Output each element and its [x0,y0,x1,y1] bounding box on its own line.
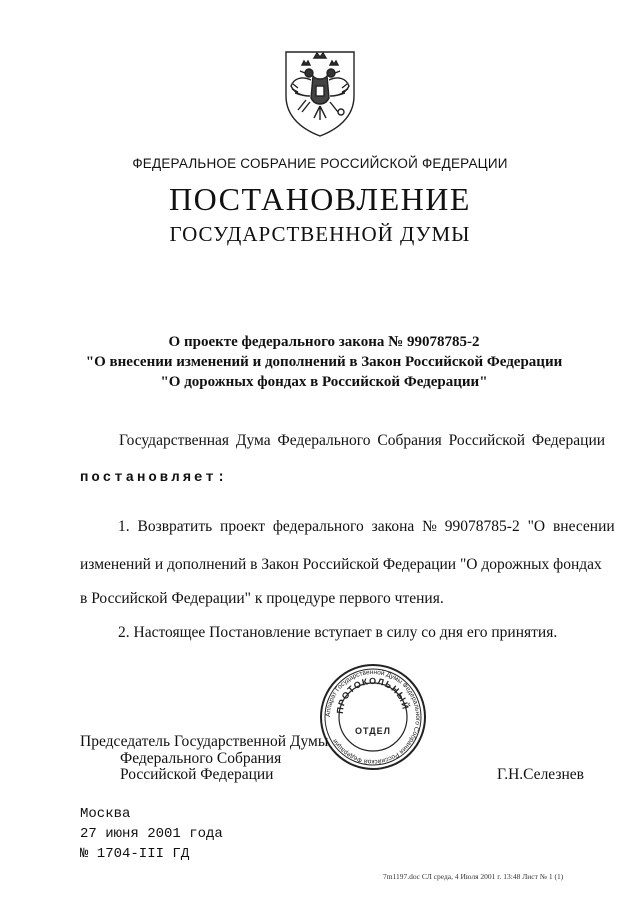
issue-date: 27 июня 2001 года [80,826,223,842]
protocol-department-stamp [318,662,428,772]
coat-of-arms-emblem [280,46,360,138]
signatory-title-line: Председатель Государственной Думы [80,733,329,750]
item-2-paragraph: 2. Настоящее Постановление вступает в силу со дня его принятия. [118,624,558,641]
decides-word: постановляет: [80,470,229,486]
file-print-stamp: 7m1197.doc СЛ среда, 4 Июля 2001 г. 13:48 Лист № 1 (1) [383,872,564,881]
document-number: № 1704-III ГД [80,846,190,862]
resolution-subject [60,332,588,392]
issue-city: Москва [80,806,131,822]
stamp-outer-text: Аппарат Государственной Думы Федерального Собрания Российской Федерации [324,668,422,766]
stamp-inner-text: ПРОТОКОЛЬНЫЙ [334,675,411,715]
intro-paragraph: Государственная Дума Федерального Собрания Российской Федерации [119,432,606,449]
parliament-name: ФЕДЕРАЛЬНОЕ СОБРАНИЕ РОССИЙСКОЙ ФЕДЕРАЦИИ [132,156,508,171]
document-type-title: ПОСТАНОВЛЕНИЕ [169,181,471,217]
stamp-center-text: ОТДЕЛ [354,726,392,736]
double-headed-eagle-icon [280,46,360,138]
item-1-line: в Российской Федерации" к процедуре первого чтения. [80,590,444,607]
subject-line: "О дорожных фондах в Российской Федерации" [160,374,488,390]
subject-line: "О внесении изменений и дополнений в Закон Российской Федерации [85,354,563,370]
subject-line: О проекте федерального закона № 99078785-2 [168,334,480,350]
signatory-name: Г.Н.Селезнев [497,766,584,783]
signatory-title-line: Федерального Собрания [120,750,282,767]
document-issuer: ГОСУДАРСТВЕННОЙ ДУМЫ [169,222,471,246]
item-1-line: изменений и дополнений в Закон Российской Федерации "О дорожных фондах [80,556,602,573]
signatory-title-line: Российской Федерации [120,766,274,783]
item-1-line: 1. Возвратить проект федерального закона № 99078785-2 "О внесении [118,518,615,535]
